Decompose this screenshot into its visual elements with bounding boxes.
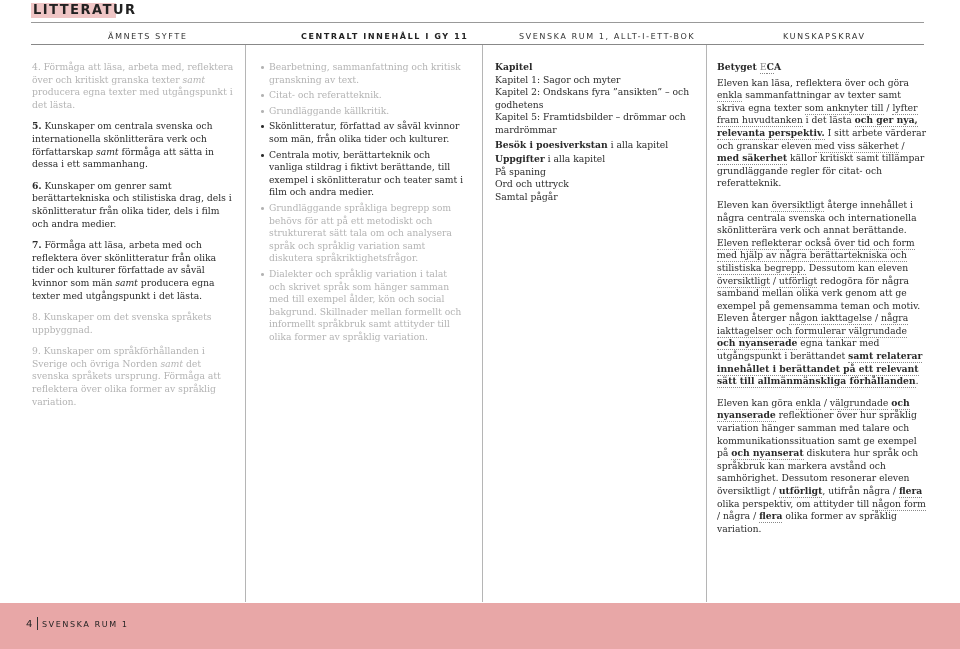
- list-item: Citat- och referatteknik.: [260, 90, 466, 103]
- list-item: Bearbetning, sammanfattning och kritisk granskning av text.: [260, 62, 466, 87]
- text-run: utförligt: [778, 486, 823, 497]
- text-run: och nyanserade: [717, 338, 798, 350]
- text-run: och ger nya, relevanta perspektiv.: [717, 115, 918, 139]
- text-run: källor kritiskt samt tillämpar grundläggande regler för citat- och referatteknik.: [717, 153, 925, 190]
- poetry-workshop: [495, 140, 695, 153]
- paragraph-6: [32, 181, 234, 231]
- text-run: och nyanserat: [731, 448, 804, 460]
- criteria-paragraph-3: [717, 398, 928, 537]
- column-header-kunskapskrav: KUNSKAPSKRAV: [783, 32, 866, 41]
- text: Uppgifter: [495, 154, 545, 166]
- text-run: redogöra för några samband mellan olika verk genom att ge exempel på gemensamma teman och motiv. Eleven återger: [717, 275, 921, 325]
- text-run: översiktligt: [771, 199, 825, 211]
- text-run: olika former av språklig variation.: [717, 511, 897, 535]
- text: samt: [96, 146, 119, 158]
- list-item: Grundläggande källkritik.: [260, 106, 466, 119]
- chapter-item: Kapitel 5: Framtidsbilder – drömmar och mardrömmar: [495, 112, 686, 136]
- text-run: /: [872, 313, 882, 325]
- page-number: 4: [26, 619, 33, 630]
- chapter-item: Kapitel 2: Ondskans fyra ”ansikten” – och godhetens: [495, 87, 690, 111]
- page-title: LITTERATUR: [33, 3, 137, 18]
- text-run: några iakttagelser och formulerar välgrundade: [717, 313, 909, 337]
- paragraph-5: [32, 121, 234, 171]
- text: 5.: [32, 121, 42, 133]
- text-run: /: [820, 397, 830, 409]
- grade-c: C: [766, 62, 774, 73]
- text-run: enkla: [795, 397, 821, 409]
- column-header-innehall: CENTRALT INNEHÅLL I GY 11: [301, 32, 469, 41]
- text: producera egna texter med utgångspunkt i det lästa.: [32, 87, 233, 111]
- text: 4. Förmåga att läsa, arbeta med, reflektera över och kritiskt granska texter: [32, 62, 234, 86]
- column-header-syfte: ÄMNETS SYFTE: [108, 32, 188, 41]
- text-run: översiktligt: [717, 275, 770, 287]
- footer-separator: [37, 617, 38, 630]
- top-divider: [31, 22, 924, 23]
- text: 9. Kunskaper om språkförhållanden i Sverige och övriga Norden: [32, 346, 205, 370]
- text: Betyget: [717, 62, 760, 73]
- footer-band: [0, 603, 960, 649]
- text: samt: [160, 358, 184, 370]
- text-run: utförligt: [778, 275, 818, 287]
- text: Kunskaper om genrer samt berättartekniska och stilistiska drag, dels i skönlitteratur från olika tider, dels i film och andra medier.: [32, 180, 232, 230]
- chapters-heading: Kapitel: [495, 62, 533, 73]
- text: producera egna texter med utgångspunkt i det lästa.: [32, 277, 215, 302]
- text: i alla kapitel: [607, 139, 669, 151]
- text-run: , utifrån några /: [822, 486, 899, 497]
- list-item: Centrala motiv, berättarteknik och vanliga stildrag i fiktivt berättande, till exempel i skönlitteratur och teater samt i film och andra medier.: [260, 150, 466, 200]
- column-divider: [482, 45, 483, 602]
- text-run: flera: [898, 486, 923, 497]
- text-run: någon iakttagelse: [789, 313, 873, 325]
- criteria-paragraph-2: [717, 200, 928, 389]
- column-bok: [495, 62, 695, 205]
- paragraph-9: [32, 346, 234, 409]
- text-run: lyfter fram huvudtanken: [717, 102, 918, 127]
- text: det svenska språkets ursprung. Förmåga att reflektera över olika former av språklig variation.: [32, 358, 221, 408]
- text-run: Eleven kan göra: [717, 397, 796, 409]
- text: förmåga att sätta in dessa i ett sammanhang.: [32, 146, 214, 171]
- grade-line: [717, 62, 928, 75]
- text-run: med säkerhet: [717, 153, 788, 165]
- grade-a: A: [773, 62, 782, 73]
- text: Förmåga att läsa, arbeta med och reflektera över skönlitteratur från olika tider och kulturer författade av såväl kvinnor som män: [32, 240, 217, 289]
- text-run: Eleven kan: [717, 199, 772, 211]
- list-item: Skönlitteratur, författad av såväl kvinnor som män, från olika tider och kulturer.: [260, 121, 466, 146]
- text-run: återge innehållet i några centrala svenska och internationella skönlitterära verk och annat berättande.: [717, 199, 917, 237]
- text-run: Eleven kan läsa, reflektera över och göra: [717, 77, 910, 89]
- text-run: /: [769, 275, 779, 287]
- task-item: Ord och uttryck: [495, 179, 569, 191]
- chapter-item: Kapitel 1: Sagor och myter: [495, 74, 621, 86]
- text-run: flera: [759, 511, 783, 523]
- text-run: Dessutom kan eleven: [805, 262, 909, 274]
- column-syfte: [32, 62, 234, 418]
- task-item: Samtal pågår: [495, 191, 558, 203]
- text-run: / några /: [717, 511, 760, 523]
- text: i alla kapitel: [544, 154, 606, 166]
- text: 6.: [32, 180, 42, 192]
- list-item: Grundläggande språkliga begrepp som behövs för att på ett metodiskt och strukturerat sätt tala om och analysera språk och språklig variation samt diskutera språkriktighetsfrågor.: [260, 203, 466, 266]
- text-run: någon form: [872, 498, 926, 510]
- text-run: enkla: [717, 90, 743, 102]
- text-run: Eleven reflekterar också över tid och form med hjälp av några berättartekniska och stilistiska begrepp.: [717, 237, 915, 274]
- text-run: och nyanserade: [717, 397, 910, 422]
- text: 7.: [32, 240, 42, 252]
- task-item: På spaning: [495, 166, 546, 178]
- content-list: [260, 62, 466, 344]
- column-header-bok: SVENSKA RUM 1, ALLT-I-ETT-BOK: [519, 32, 696, 41]
- text: Besök i poesiverkstan: [495, 139, 608, 151]
- column-divider: [245, 45, 246, 602]
- text-run: I sitt arbete värderar och granskar eleven: [717, 127, 926, 152]
- text-run: olika perspektiv, om attityder till: [717, 498, 873, 510]
- text-run: /: [883, 102, 893, 114]
- text-run: .: [915, 376, 919, 388]
- text-run: reflektioner över hur språklig variation hänger samman med talare och kommunikationssituation samt ge exempel på: [717, 410, 917, 460]
- text-run: i det lästa: [802, 115, 855, 127]
- column-divider: [706, 45, 707, 602]
- text-run: välgrundade: [829, 397, 889, 409]
- header-divider: [31, 44, 924, 45]
- footer-book-title: SVENSKA RUM 1: [42, 620, 129, 629]
- text-run: diskutera hur språk och språkbruk kan markera avstånd och samhörighet. Dessutom resonerar eleven översiktligt /: [717, 448, 919, 497]
- text-run: /: [898, 140, 905, 152]
- text-run: sammanfattningar av texter samt skriva egna texter: [717, 90, 901, 114]
- criteria-paragraph-1: [717, 78, 928, 191]
- grade-e: E: [759, 62, 767, 73]
- text-run: med viss säkerhet: [814, 140, 899, 152]
- list-item: Dialekter och språklig variation i talat och skrivet språk som hänger samman med till exempel ålder, kön och social bakgrund. Skillnader mellan formellt och informellt språkbruk samt attityder till olika former av språklig variation.: [260, 269, 466, 345]
- paragraph-4: [32, 62, 234, 112]
- text-run: som anknyter till: [804, 102, 884, 114]
- text-run: samt relaterar innehållet i berättandet på ett relevant sätt till allmänmänskliga förhållanden: [717, 351, 923, 388]
- text-run: egna tankar med utgångspunkt i berättandet: [717, 338, 880, 363]
- column-innehall: [260, 62, 466, 347]
- paragraph-8: 8. Kunskaper om det svenska språkets uppbyggnad.: [32, 312, 212, 336]
- text: samt: [115, 277, 138, 289]
- paragraph-7: [32, 240, 234, 303]
- tasks-heading: [495, 154, 695, 167]
- text: Kunskaper om centrala svenska och internationella skönlitterära verk och författarskap: [32, 121, 213, 158]
- text: samt: [182, 74, 206, 86]
- column-kunskapskrav: [717, 62, 928, 545]
